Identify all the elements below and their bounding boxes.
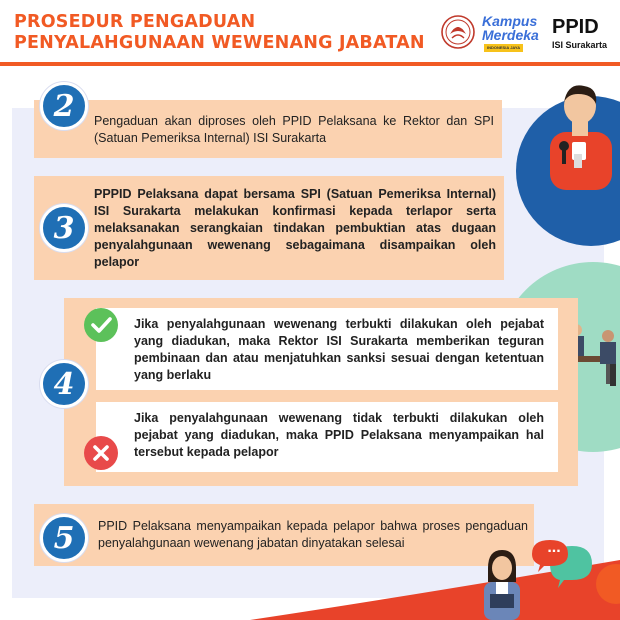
speech-bubble-dots: ... (547, 539, 561, 556)
speaker-illustration-icon (538, 72, 620, 190)
step-3-text: PPPID Pelaksana dapat bersama SPI (Satuan Pemeriksa Internal) ISI Surakarta melakukan konfirmasi kepada terlapor serta melaksanakan serangkaian tindakan pembuktian atas dugaan penyalahgunaan wewenang sebagaimana disampaikan oleh pelapor (94, 187, 496, 269)
check-icon (84, 308, 118, 342)
step-4-not-proven-text: Jika penyalahgunaan wewenang tidak terbukti dilakukan oleh pejabat yang diadukan, maka PPID Pelaksana menyampaikan hal tersebut kepada pelapor (134, 411, 544, 459)
step-5-text: PPID Pelaksana menyampaikan kepada pelapor bahwa proses pengaduan penyalahgunaan wewenang jabatan dinyatakan selesai (98, 519, 528, 550)
step-4-proven-card (96, 308, 558, 390)
kampus-merdeka-logo (482, 14, 546, 54)
step-5-number (40, 514, 88, 562)
kampus-merdeka-tag: INDONESIA JAYA (484, 44, 523, 52)
step-5-card (34, 504, 534, 566)
step-2-card (34, 100, 502, 158)
kampus-merdeka-line-1: Kampus (482, 13, 538, 29)
ppid-logo-title: PPID (552, 16, 599, 38)
step-2-number-label: 2 (53, 89, 75, 124)
step-5-number-label: 5 (53, 521, 75, 556)
isi-seal-logo-icon (440, 14, 476, 50)
step-2-number (40, 82, 88, 130)
step-4-proven-text: Jika penyalahgunaan wewenang terbukti dilakukan oleh pejabat yang diadukan, maka Rektor ISI Surakarta memberikan teguran pembinaan dan atau menjatuhkan sanksi sesuai dengan ketentuan yang berlaku (134, 317, 544, 382)
step-4-number-label: 4 (53, 367, 75, 402)
page-title (14, 12, 425, 54)
woman-illustration-icon (474, 548, 530, 620)
step-2-text: Pengaduan akan diproses oleh PPID Pelaksana ke Rektor dan SPI (Satuan Pemeriksa Internal) ISI Surakarta (94, 114, 494, 145)
kampus-merdeka-line-2: Merdeka (482, 27, 539, 43)
header-divider (0, 62, 620, 66)
step-4-number (40, 360, 88, 408)
header (0, 0, 620, 66)
step-4-not-proven-card (96, 402, 558, 472)
step-3-number-label: 3 (53, 211, 75, 246)
title-line-2: PENYALAHGUNAAN WEWENANG JABATAN (14, 33, 425, 53)
ppid-logo-subtitle: ISI Surakarta (552, 40, 608, 50)
close-icon (84, 436, 118, 470)
title-line-1: PROSEDUR PENGADUAN (14, 12, 256, 32)
step-3-number (40, 204, 88, 252)
step-3-card (34, 176, 504, 280)
